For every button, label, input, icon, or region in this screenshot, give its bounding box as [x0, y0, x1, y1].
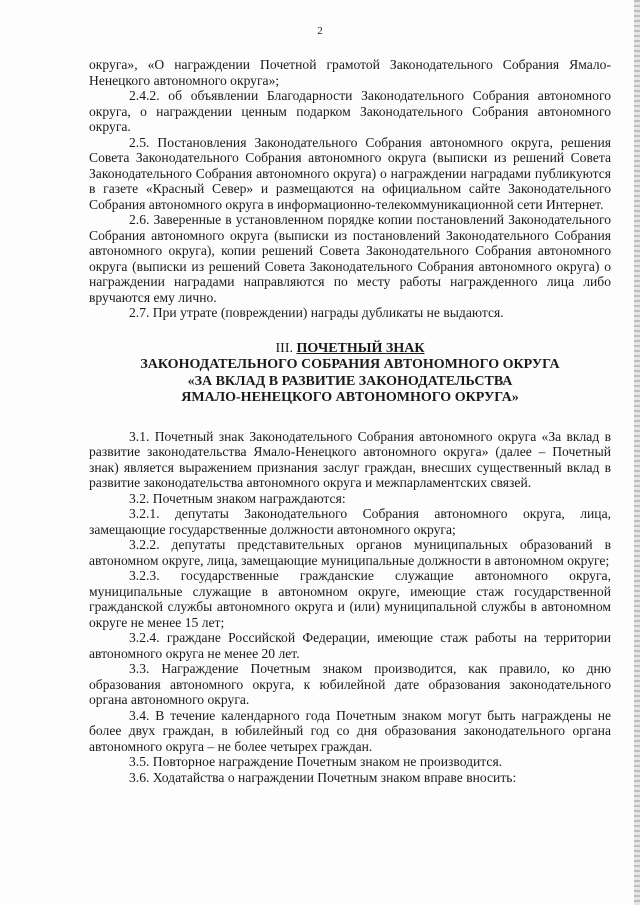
paragraph-3-2: 3.2. Почетным знаком награждаются:	[129, 490, 346, 506]
paragraph-3-2-4: 3.2.4. граждане Российской Федерации, имеющие стаж работы на территории автономного округа не менее 20 лет.	[89, 630, 611, 661]
heading-title: ПОЧЕТНЫЙ ЗНАК	[296, 340, 425, 356]
page-number: 2	[317, 25, 323, 37]
paragraph-2-5: 2.5. Постановления Законодательного Собрания автономного округа, решения Совета Законодательного Собрания автономного округа (выписки из решений Совета Законодательного Собрания автономного округа) о награждении наградами публикуются в газете «Красный Север» и размещаются на официальном сайте Законодательного Собрания автономного округа в информационно-телекоммуникационной сети Интернет.	[89, 134, 611, 212]
paragraph-3-3: 3.3. Награждение Почетным знаком производится, как правило, ко дню образования автономного округа, к юбилейной дате образования законодательного органа автономного округа.	[89, 661, 611, 707]
heading-line-4: ЯМАЛО-НЕНЕЦКОГО АВТОНОМНОГО ОКРУГА»	[181, 390, 519, 405]
document-body	[89, 57, 611, 785]
paragraph-2-4-2: 2.4.2. об объявлении Благодарности Законодательного Собрания автономного округа, о награждении ценным подарком Законодательного Собрания автономного округа.	[89, 88, 611, 134]
paragraph-3-2-2: 3.2.2. депутаты представительных органов муниципальных образований в автономном округе, лица, замещающие муниципальные должности в автономном округе;	[89, 537, 611, 568]
section-3-heading	[89, 341, 611, 407]
paragraph-3-5: 3.5. Повторное награждение Почетным знаком не производится.	[129, 754, 503, 769]
paragraph-3-4: 3.4. В течение календарного года Почетным знаком могут быть награждены не более двух граждан, в юбилейный год со дня образования законодательного органа автономного округа – не более четырех граждан.	[89, 707, 611, 754]
paragraph-3-2-3: 3.2.3. государственные гражданские служащие автономного округа, муниципальные служащие в автономном округе, имеющие стаж государственной гражданской службы автономного округа и (или) муниципальной службы в автономном округе не менее 15 лет;	[89, 568, 611, 630]
section-numeral: III.	[275, 340, 294, 356]
paragraph-3-2-1: 3.2.1. депутаты Законодательного Собрания автономного округа, лица, замещающие государственные должности автономного округа;	[89, 506, 611, 537]
heading-line-2: ЗАКОНОДАТЕЛЬНОГО СОБРАНИЯ АВТОНОМНОГО ОКРУГА	[140, 357, 560, 372]
scan-edge	[634, 0, 640, 905]
paragraph-2-7: 2.7. При утрате (повреждении) награды дубликаты не выдаются.	[129, 305, 504, 320]
heading-line-3: «ЗА ВКЛАД В РАЗВИТИЕ ЗАКОНОДАТЕЛЬСТВА	[187, 373, 513, 389]
paragraph-3-1: 3.1. Почетный знак Законодательного Собрания автономного округа «За вклад в развитие законодательства Ямало-Ненецкого автономного округа» (далее – Почетный знак) является выражением признания заслуг граждан, внесших существенный вклад в развитие законодательства автономного округа и межпарламентских связей.	[89, 428, 611, 490]
heading-line-1	[89, 341, 611, 358]
paragraph-3-6: 3.6. Ходатайства о награждении Почетным знаком вправе вносить:	[129, 769, 517, 785]
paragraph-2-4-1-end: округа», «О награждении Почетной грамотой Законодательного Собрания Ямало-Ненецкого автономного округа»;	[89, 57, 611, 88]
paragraph-2-6: 2.6. Заверенные в установленном порядке копии постановлений Законодательного Собрания автономного округа (выписки из постановлений Законодательного Собрания автономного округа), копии решений Совета Законодательного Собрания автономного округа (выписки из решений Совета Законодательного Собрания автономного округа) о награждении наградами направляются по месту работы награжденного лица либо вручаются ему лично.	[89, 212, 611, 305]
